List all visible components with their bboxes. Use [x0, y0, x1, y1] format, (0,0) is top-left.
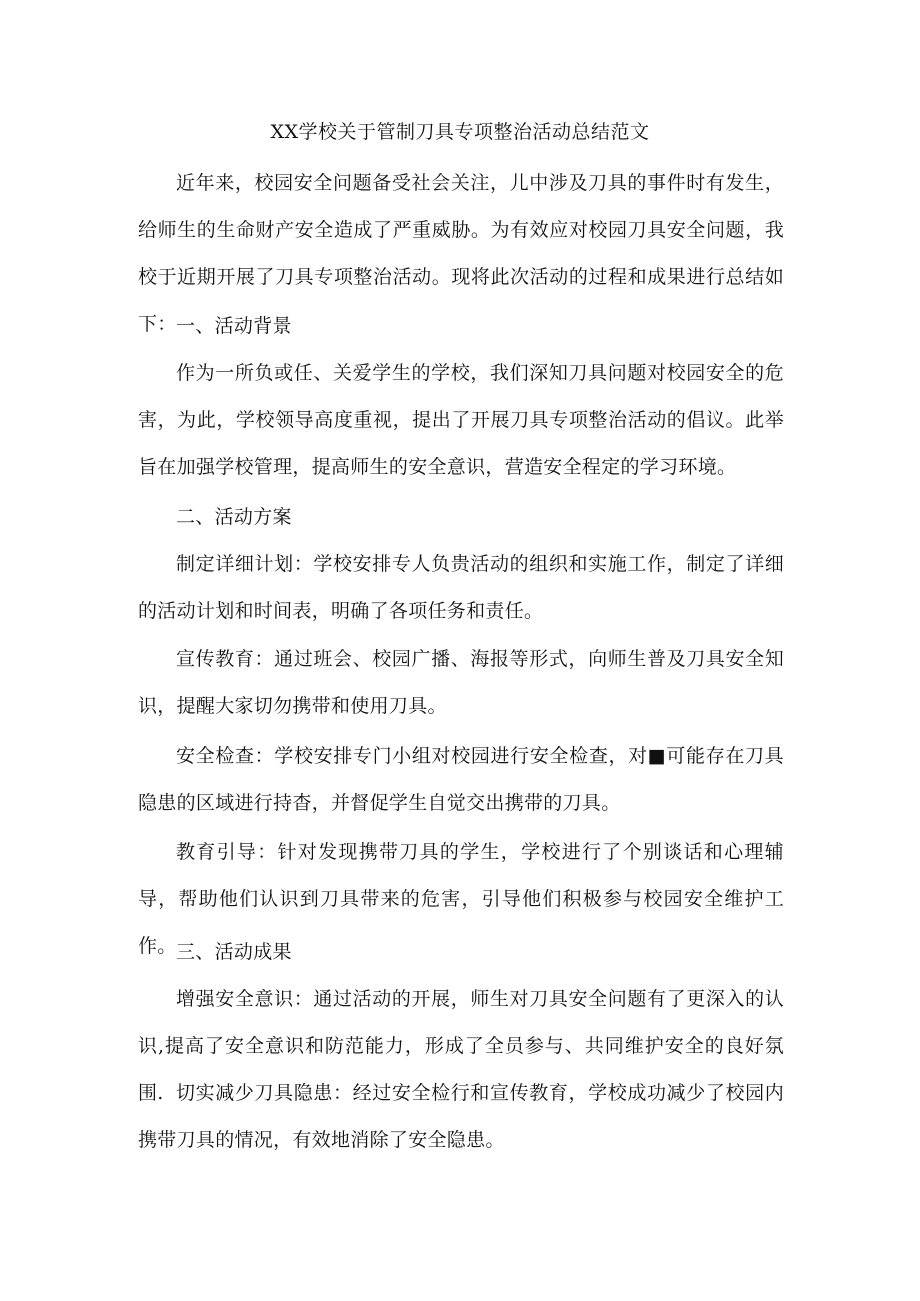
background-paragraph: 作为一所负或任、关爱学生的学校，我们深知刀具问题对校园安全的危害，为此，学校领导高度重视，提出了开展刀具专项整治活动的倡议。此举旨在加强学校管理，提高师生的安全意识，营造安全程定的学习环境。 — [138, 362, 784, 478]
section-heading-plan: 二、活动方案 — [176, 506, 292, 528]
results-paragraph-hazards: 切实减少刀具隐患：经过安全检行和宣传教育，学校成功减少了校园内携带刀具的情况，有效地消除了安全隐患。 — [138, 1082, 784, 1151]
section-heading-results: 三、活动成果 — [176, 941, 292, 963]
document-title: XX学校关于管制刀具专项整治活动总结范文 — [270, 121, 650, 143]
plan-paragraph-detailed-plan: 制定详细计划：学校安排专人负贵活动的组织和实施工作，制定了详细的活动计划和时间表，明确了各项任务和责任。 — [138, 553, 784, 622]
results-paragraph-awareness: 增强安全意识：通过活动的开展，师生对刀具安全问题有了更深入的认识,提高了安全意识和防范能力，形成了全员参与、共同维护安全的良好氛围. — [138, 988, 784, 1104]
intro-paragraph: 近年来，校园安全问题备受社会关注，儿中涉及刀具的事件时有发生，给师生的生命财产安全造成了严重威胁。为有效应对校园刀具安全问题，我校于近期开展了刀具专项整治活动。现将此次活动的过程和成果进行总结如下： — [138, 172, 784, 335]
plan-paragraph-education: 宣传教育：通过班会、校园广播、海报等形式，向师生普及刀具安全知识，提醒大家切勿携带和使用刀具。 — [138, 648, 784, 717]
plan-paragraph-guidance: 教育引导：针对发现携带刀具的学生，学校进行了个别谈话和心理辅导，帮助他们认识到刀具带来的危害，引导他们积极参与校园安全维护工作。 — [138, 841, 784, 957]
section-heading-background: 一、活动背景 — [176, 315, 292, 337]
plan-paragraph-inspection: 安全检查：学校安排专门小组对校园进行安全检查，对■可能存在刀具隐患的区域进行持杳，并督促学生自觉交出携带的刀具。 — [138, 745, 784, 814]
